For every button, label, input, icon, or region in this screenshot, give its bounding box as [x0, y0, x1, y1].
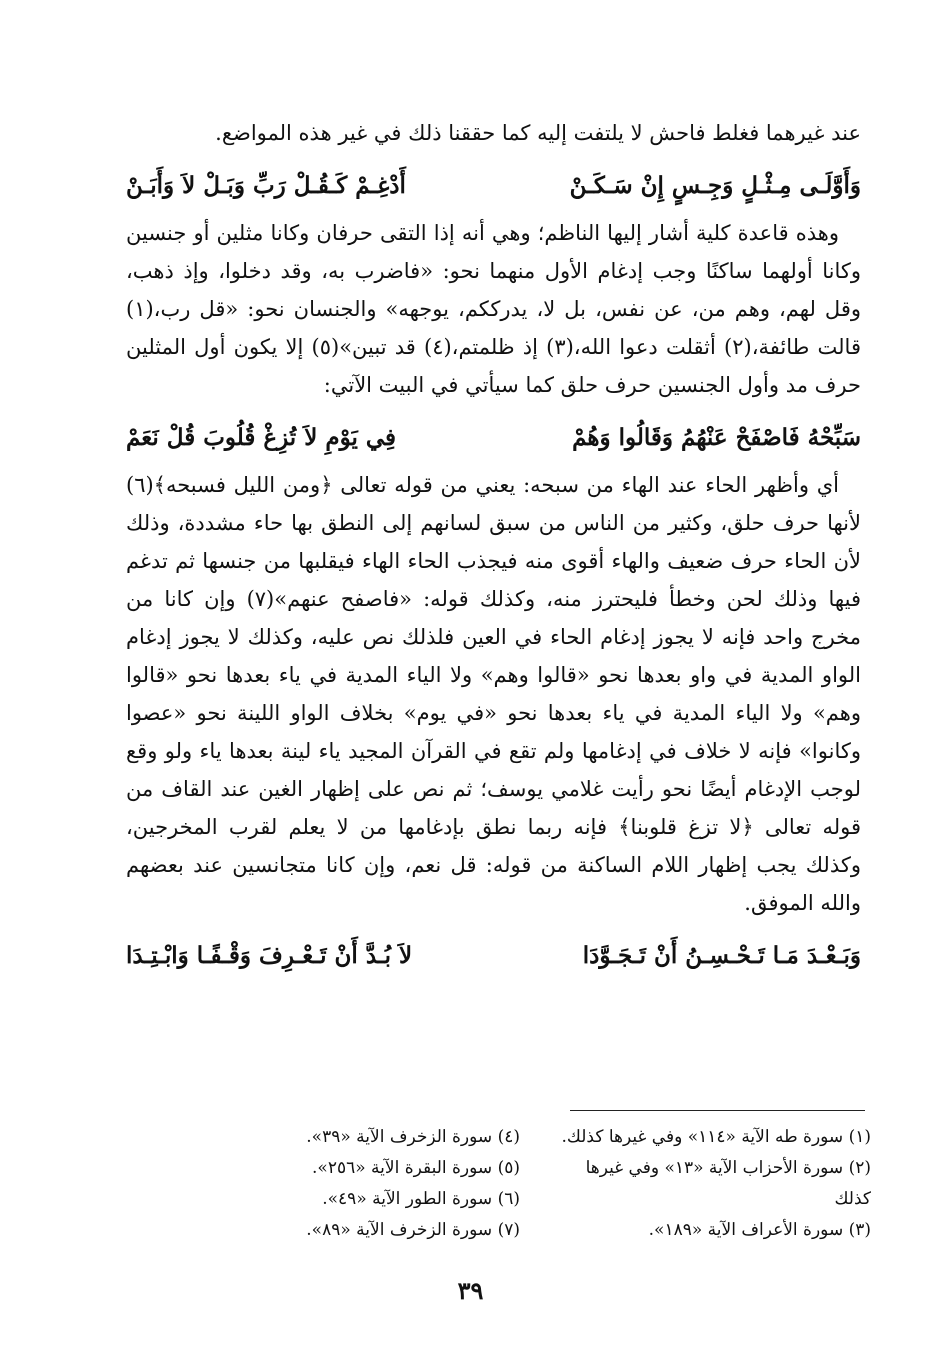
- verse-1-left-hemistich: أَدْغِـمْ كَـقُـلْ رَبِّ وَبَـلْ لاَ وَأَبَـنْ: [126, 172, 406, 199]
- footnote-1: (١) سورة طه الآية «١١٤» وفي غيرها كذلك.: [561, 1127, 871, 1147]
- verse-1-right-hemistich: وَأَوَّلَـى مِـثْـلٍ وَجِـسٍ إِنْ سَـكَـنْ: [569, 172, 861, 199]
- footnote-2: (٢) سورة الأحزاب الآية «١٣» وفي غيرها كذلك: [585, 1158, 871, 1209]
- verse-2-right-hemistich: سَبِّحْهُ فَاصْفَحْ عَنْهُمُ وَقَالُوا وَهُمْ: [572, 424, 861, 451]
- footnotes: [196, 1122, 871, 1246]
- verse-1: [126, 164, 861, 208]
- footnotes-right-column: [547, 1122, 871, 1246]
- footnote-7: (٧) سورة الزخرف الآية «٨٩».: [306, 1220, 520, 1240]
- verse-2: [126, 416, 861, 460]
- footnote-separator: [570, 1110, 865, 1111]
- footnote-3: (٣) سورة الأعراف الآية «١٨٩».: [648, 1220, 871, 1240]
- footnotes-left-column: [196, 1122, 520, 1246]
- main-text: [126, 114, 861, 984]
- footnote-6: (٦) سورة الطور الآية «٤٩».: [322, 1189, 520, 1209]
- verse-3-right-hemistich: وَبَـعْـدَ مَـا تَـحْـسِـنُ أَنْ تَـجَـوَّدَا: [582, 942, 861, 969]
- footnote-4: (٤) سورة الزخرف الآية «٣٩».: [306, 1127, 520, 1147]
- paragraph-1: عند غيرهما فغلط فاحش لا يلتفت إليه كما حققنا ذلك في غير هذه المواضع.: [215, 121, 861, 145]
- verse-3: [126, 934, 861, 978]
- footnote-5: (٥) سورة البقرة الآية «٢٥٦».: [312, 1158, 520, 1178]
- verse-3-left-hemistich: لاَ بُـدَّ أَنْ تَـعْـرِفَ وَقْـفًـا وَابْـتِـدَا: [126, 942, 413, 969]
- paragraph-2: وهذه قاعدة كلية أشار إليها الناظم؛ وهي أنه إذا التقى حرفان وكانا مثلين أو جنسين وكانا أولهما ساكنًا وجب إدغام الأول منهما نحو: «فاضرب به، وقد دخلوا، وإذ ذهب، وقل لهم، وهم من، عن نفس، بل لا، يدرككم، يوجهه» والجنسان نحو: «قل رب،(١) قالت طائفة،(٢) أثقلت دعوا الله،(٣) إذ ظلمتم،(٤) قد تبين»(٥) إلا يكون أول المثلين حرف مد وأول الجنسين حرف حلق كما سيأتي في البيت الآتي:: [126, 221, 861, 397]
- verse-2-left-hemistich: فِي يَوْمِ لاَ تُزِغْ قُلُوبَ قُلْ نَعَمْ: [126, 424, 397, 451]
- paragraph-3: أي وأظهر الحاء عند الهاء من سبحه: يعني من قوله تعالى ﴿ومن الليل فسبحه﴾(٦) لأنها حرف حلق، وكثير من الناس من سبق لسانهم إلى النطق بها حاء مشددة، وذلك لأن الحاء حرف ضعيف والهاء أقوى منه فيجذب الحاء الهاء فيقلبها من جنسها ثم تدغم فيها وذلك لحن وخطأ فليحترز منه، وكذلك قوله: «فاصفح عنهم»(٧) وإن كانا من مخرج واحد فإنه لا يجوز إدغام الحاء في العين فلذلك نص عليه، وكذلك لا يجوز إدغام الواو المدية في واو بعدها نحو «قالوا وهم» ولا الياء المدية في ياء بعدها نحو «قالوا وهم» ولا الياء المدية في ياء بعدها نحو «في يوم» بخلاف الواو اللينة نحو «عصوا وكانوا» فإنه لا خلاف في إدغامها ولم تقع في القرآن المجيد ياء لينة بعدها ياء ولو وقع لوجب الإدغام أيضًا نحو رأيت غلامي يوسف؛ ثم نص على إظهار الغين عند القاف من قوله تعالى ﴿لا تزغ قلوبنا﴾ فإنه ربما نطق بإدغامها من لا يعلم لقرب المخرجين، وكذلك يجب إظهار اللام الساكنة من قوله: قل نعم، وإن كانا متجانسين عند بعضهم والله الموفق.: [126, 473, 861, 915]
- page-number: ٣٩: [457, 1276, 484, 1305]
